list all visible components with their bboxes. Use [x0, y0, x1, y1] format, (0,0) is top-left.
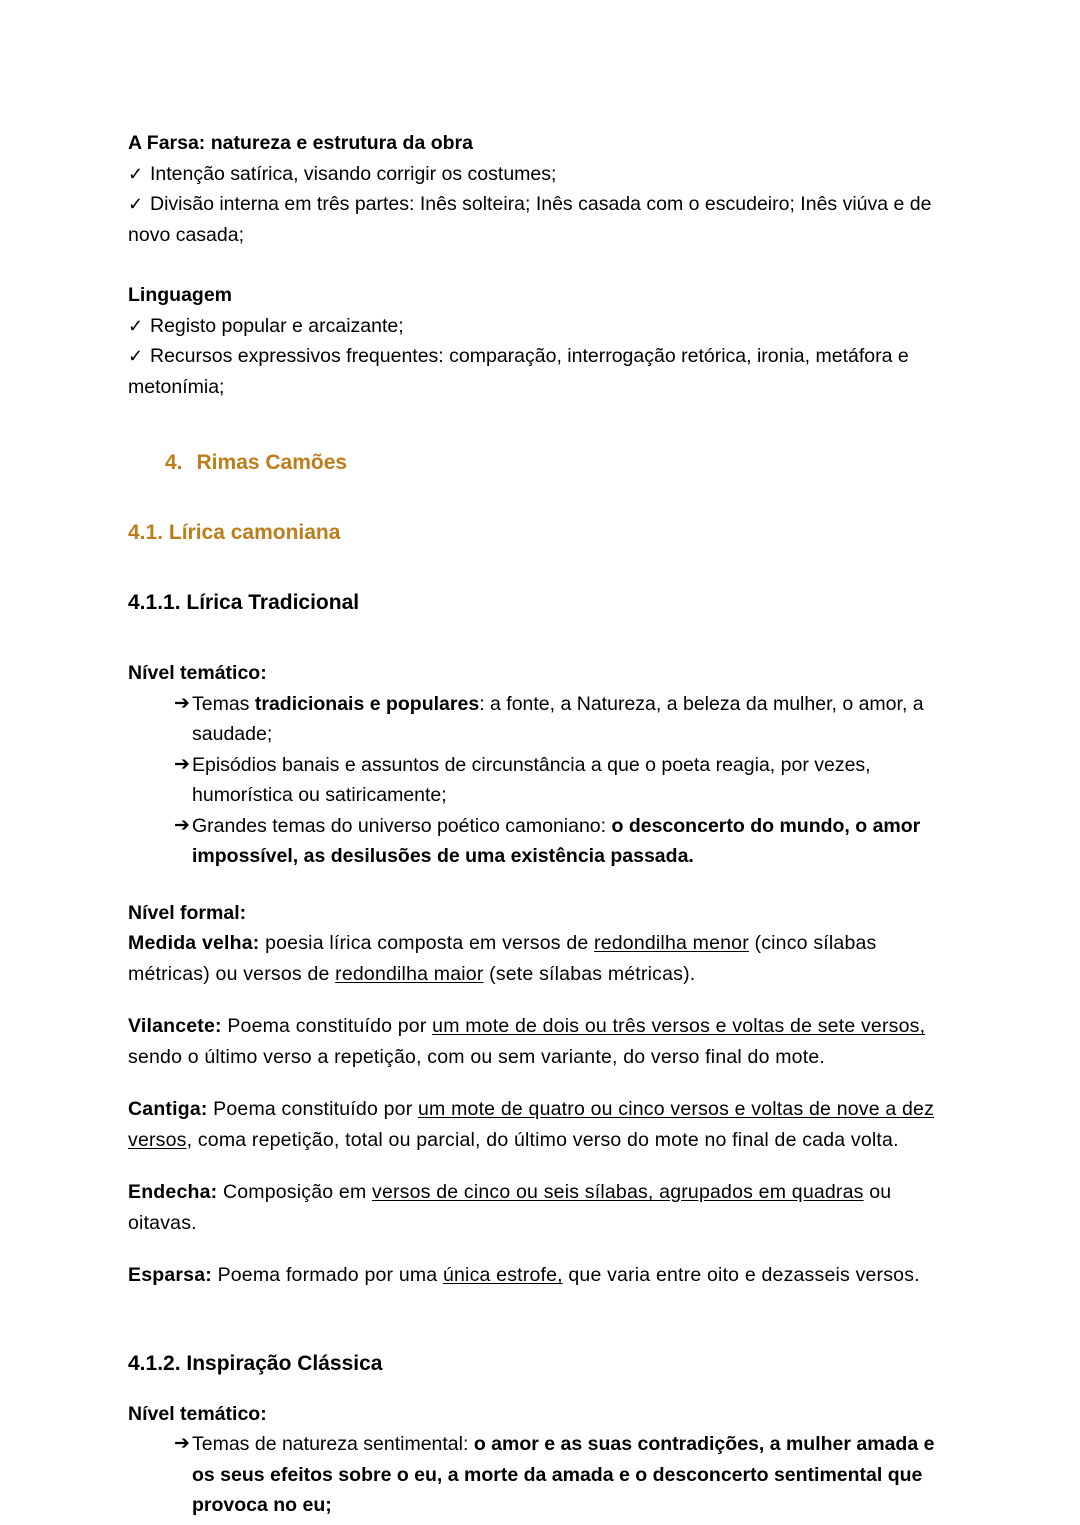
definition-cantiga [128, 1094, 944, 1155]
section-4-number: 4. [165, 451, 183, 474]
section-411-heading: 4.1.1. Lírica Tradicional [128, 591, 360, 614]
definition-vilancete [128, 1011, 944, 1072]
farsa-check-item-1 [128, 159, 944, 190]
farsa-check-text-2: Divisão interna em três partes: Inês solteira; Inês casada com o escudeiro; Inês viúva e de novo casada; [128, 193, 932, 246]
arrow-right-icon: ➔ [174, 814, 190, 836]
definition-medida-velha [128, 928, 944, 989]
linguagem-section [128, 280, 960, 402]
list-item [128, 811, 960, 872]
section-412-nivel-tematico-label: Nível temático: [128, 1402, 267, 1425]
check-icon: ✓ [128, 346, 144, 366]
farsa-heading: A Farsa: natureza e estrutura da obra [128, 132, 473, 154]
linguagem-check-item-2 [128, 341, 944, 402]
definition-term: Esparsa: [128, 1264, 212, 1286]
farsa-check-text-1: Intenção satírica, visando corrigir os costumes; [150, 162, 557, 185]
section-41-heading: 4.1. Lírica camoniana [128, 521, 341, 544]
farsa-check-item-2 [128, 189, 944, 250]
definition-term: Cantiga: [128, 1098, 208, 1120]
arrow-right-icon: ➔ [174, 753, 190, 775]
linguagem-check-text-1: Registo popular e arcaizante; [150, 314, 404, 337]
farsa-section [128, 128, 960, 250]
section-411-nivel-formal-label: Nível formal: [128, 901, 247, 924]
linguagem-check-item-1 [128, 311, 944, 342]
arrow-right-icon: ➔ [174, 692, 190, 714]
list-item [128, 750, 960, 811]
section-4-heading [128, 448, 960, 478]
definition-endecha [128, 1177, 944, 1238]
bullet-text: Temas de natureza sentimental: o amor e as suas contradições, a mulher amada e os seus efeitos sobre o eu, a morte da amada e o desconcerto sentimental que provoca no eu; [192, 1433, 935, 1516]
list-item [128, 1429, 960, 1521]
check-icon: ✓ [128, 194, 144, 214]
bullet-text: Episódios banais e assuntos de circunstância a que o poeta reagia, por vezes, humorística ou satiricamente; [192, 753, 871, 806]
check-icon: ✓ [128, 315, 144, 336]
definition-body: poesia lírica composta em versos de redondilha menor (cinco sílabas métricas) ou versos de redondilha maior (sete sílabas métricas). [128, 932, 877, 985]
definition-term: Medida velha: [128, 932, 260, 954]
bullet-text: Temas tradicionais e populares: a fonte, a Natureza, a beleza da mulher, o amor, a saudade; [192, 692, 924, 745]
definition-term: Vilancete: [128, 1015, 222, 1037]
arrow-right-icon: ➔ [174, 1433, 190, 1454]
linguagem-check-text-2: Recursos expressivos frequentes: comparação, interrogação retórica, ironia, metáfora e metonímia; [128, 345, 909, 398]
check-icon: ✓ [128, 163, 144, 184]
definition-body: Poema constituído por um mote de dois ou três versos e voltas de sete versos, sendo o último verso a repetição, com ou sem variante, do verso final do mote. [128, 1015, 926, 1068]
bullet-text: Grandes temas do universo poético camoniano: o desconcerto do mundo, o amor impossível, as desilusões de uma existência passada. [192, 814, 921, 867]
section-412-heading: 4.1.2. Inspiração Clássica [128, 1351, 383, 1375]
linguagem-heading: Linguagem [128, 284, 233, 306]
definition-body: Poema formado por uma única estrofe, que varia entre oito e dezasseis versos. [211, 1264, 920, 1286]
definition-body: Poema constituído por um mote de quatro ou cinco versos e voltas de nove a dez versos, coma repetição, total ou parcial, do último verso do mote no final de cada volta. [128, 1098, 935, 1151]
definition-body: Composição em versos de cinco ou seis sílabas, agrupados em quadras ou oitavas. [128, 1181, 892, 1234]
section-411-nivel-tematico-label: Nível temático: [128, 662, 267, 684]
section-411-bullet-list [128, 689, 960, 872]
section-4-title: Rimas Camões [196, 451, 348, 474]
definition-esparsa [128, 1260, 944, 1291]
definition-term: Endecha: [128, 1181, 218, 1203]
list-item [128, 689, 960, 750]
section-412-bullet-list [128, 1429, 960, 1521]
